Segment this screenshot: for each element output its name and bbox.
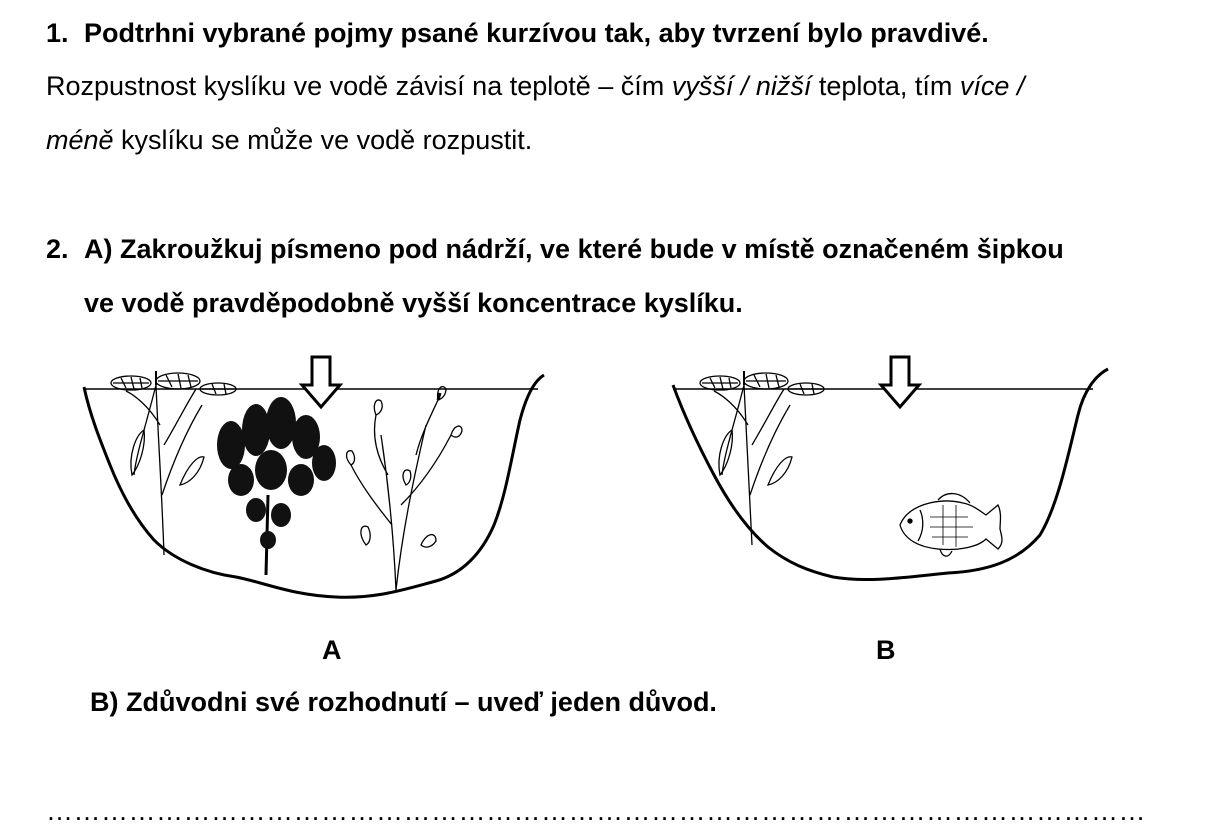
task2-part-a-line1 [46,233,1064,265]
tank-a-illustration [76,345,551,610]
task1-sentence-part3: kyslíku se může ve vodě rozpustit. [113,125,533,155]
tank-a-label[interactable]: A [322,635,342,665]
task1-sentence-line2 [46,124,532,156]
task1-option-temperature[interactable]: vyšší / nižší [671,71,812,101]
answer-line[interactable]: ………………………………………………………………………………………………………… [46,796,1146,826]
tank-b-arrow-icon [881,357,919,407]
task1-title-text: Podtrhni vybrané pojmy psané kurzívou tak, aby tvrzení bylo pravdivé. [84,18,989,48]
task2-part-a-line2: ve vodě pravděpodobně vyšší koncentrace kyslíku. [84,288,743,318]
task1-number: 1. [46,18,69,48]
tank-b-pondweed-icon [700,371,824,545]
tank-b-illustration [668,345,1113,590]
tank-a-arrow-icon [302,357,340,407]
task2-part-b: B) Zdůvodni své rozhodnutí – uveď jeden důvod. [90,687,717,717]
tank-b-carp-fish-icon [900,494,1002,557]
tank-a-pondweed-right-icon [347,387,462,590]
tank-b-label[interactable]: B [876,635,896,665]
tank-a-dark-water-plant-icon [217,397,336,575]
task2-number: 2. [46,234,69,264]
task1-title [46,17,989,49]
task2-part-a-text1: A) Zakroužkuj písmeno pod nádrží, ve které bude v místě označeném šipkou [84,234,1064,264]
task1-sentence-line1 [46,70,1024,102]
task1-sentence-part1: Rozpustnost kyslíku ve vodě závisí na teplotě – čím [46,71,672,101]
task1-sentence-part2: teplota, tím [811,71,960,101]
task1-option-amount-b[interactable]: méně [46,125,114,155]
tank-a-pondweed-icon [111,371,236,555]
task1-option-amount-a[interactable]: více / [959,71,1025,101]
